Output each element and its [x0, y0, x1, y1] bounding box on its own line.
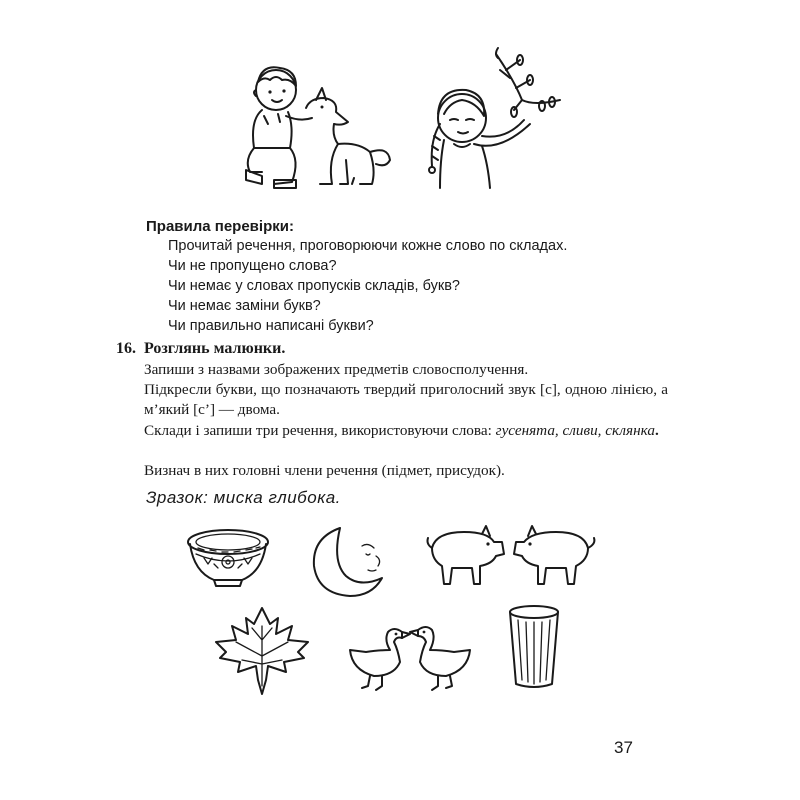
instruction-3-words: гусенята, сливи, склянка: [495, 422, 655, 439]
exercise-instruction-2: Підкресли букви, що позначають твердий приголосний звук [с], одною лінією, а м’який [с’] — двома.: [144, 381, 668, 418]
glass-illustration: [506, 604, 562, 690]
exercise-instruction-4: Визнач в них головні члени речення (підмет, присудок).: [144, 462, 505, 479]
rule-item-5: Чи правильно написані букви?: [168, 318, 374, 334]
exercise-instruction-1: Запиши з назвами зображених предметів словосполучення.: [144, 361, 529, 378]
girl-picking-plums-illustration: [410, 40, 570, 190]
rule-item-2: Чи не пропущено слова?: [168, 258, 337, 274]
rule-item-3: Чи немає у словах пропусків складів, букв?: [168, 278, 460, 294]
bowl-illustration: [186, 528, 270, 588]
page-number: 37: [614, 738, 633, 757]
two-pigs-illustration: [424, 518, 604, 590]
boy-with-dog-illustration: [240, 60, 400, 195]
sample-label: Зразок:: [146, 488, 209, 507]
rule-item-1: Прочитай речення, проговорюючи кожне слово по складах.: [168, 238, 568, 254]
crescent-moon-illustration: [310, 526, 390, 598]
maple-leaf-illustration: [212, 606, 312, 696]
rule-item-4: Чи немає заміни букв?: [168, 298, 321, 314]
exercise-title: Розглянь малюнки.: [144, 340, 286, 357]
rules-title: Правила перевірки:: [146, 218, 294, 235]
exercise-instruction-3: [144, 421, 668, 441]
sample-line: [146, 488, 341, 508]
two-goslings-illustration: [344, 620, 474, 694]
instruction-3-end: .: [654, 422, 659, 439]
sample-text: миска глибока.: [213, 488, 341, 507]
exercise-number: 16.: [116, 340, 136, 357]
instruction-3-text: Склади і запиши три речення, використовуючи слова:: [144, 422, 492, 439]
